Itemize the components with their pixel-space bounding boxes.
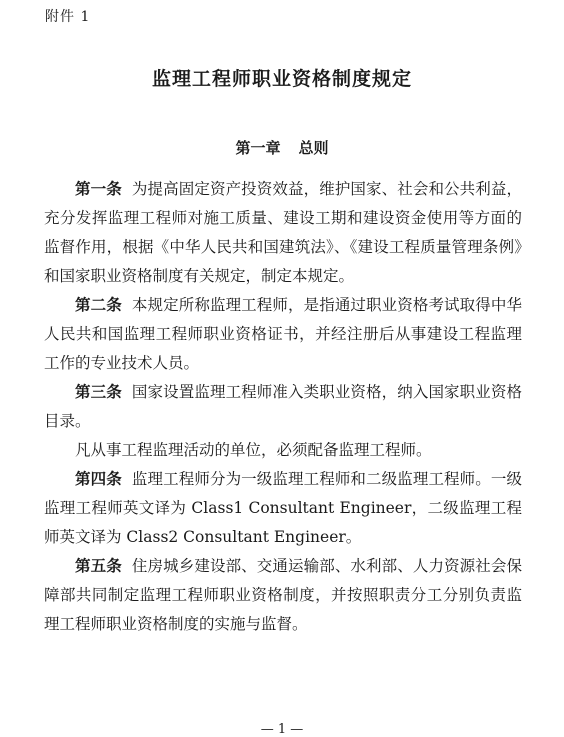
page-number: — 1 — xyxy=(260,722,304,737)
article-3 xyxy=(44,378,522,436)
chapter-heading xyxy=(0,137,564,158)
article-3-label: 第三条 xyxy=(75,383,122,401)
article-2-label: 第二条 xyxy=(75,296,122,314)
article-1-text: 为提高固定资产投资效益，维护国家、社会和公共利益，充分发挥监理工程师对施工质量、建设工期和建设资金使用等方面的监督作用，根据《中华人民共和国建筑法》、《建设工程质量管理条例》和国家职业资格制度有关规定，制定本规定。 xyxy=(44,180,522,285)
article-1 xyxy=(44,175,522,291)
article-4-text: 监理工程师分为一级监理工程师和二级监理工程师。一级监理工程师英文译为 Class1 Consultant Engineer，二级监理工程师英文译为 Class2 Consultant Engineer。 xyxy=(44,470,522,546)
article-2 xyxy=(44,291,522,378)
article-5-label: 第五条 xyxy=(75,557,122,575)
chapter-title: 总则 xyxy=(298,139,329,157)
article-4-label: 第四条 xyxy=(75,470,122,488)
document-title: 监理工程师职业资格制度规定 xyxy=(151,68,412,90)
attachment-label: 附件 1 xyxy=(45,9,91,25)
article-3-text: 国家设置监理工程师准入类职业资格，纳入国家职业资格目录。 xyxy=(44,383,522,430)
article-2-text: 本规定所称监理工程师，是指通过职业资格考试取得中华人民共和国监理工程师职业资格证书，并经注册后从事建设工程监理工作的专业技术人员。 xyxy=(44,296,522,372)
article-5-text: 住房城乡建设部、交通运输部、水利部、人力资源社会保障部共同制定监理工程师职业资格制度，并按照职责分工分别负责监理工程师职业资格制度的实施与监督。 xyxy=(44,557,522,633)
article-3-clause-2 xyxy=(44,436,522,465)
article-4 xyxy=(44,465,522,552)
document-body xyxy=(44,175,522,639)
article-1-label: 第一条 xyxy=(75,180,122,198)
article-3-clause-2-text: 凡从事工程监理活动的单位，必须配备监理工程师。 xyxy=(75,441,432,459)
chapter-number: 第一章 xyxy=(235,139,281,157)
article-5 xyxy=(44,552,522,639)
